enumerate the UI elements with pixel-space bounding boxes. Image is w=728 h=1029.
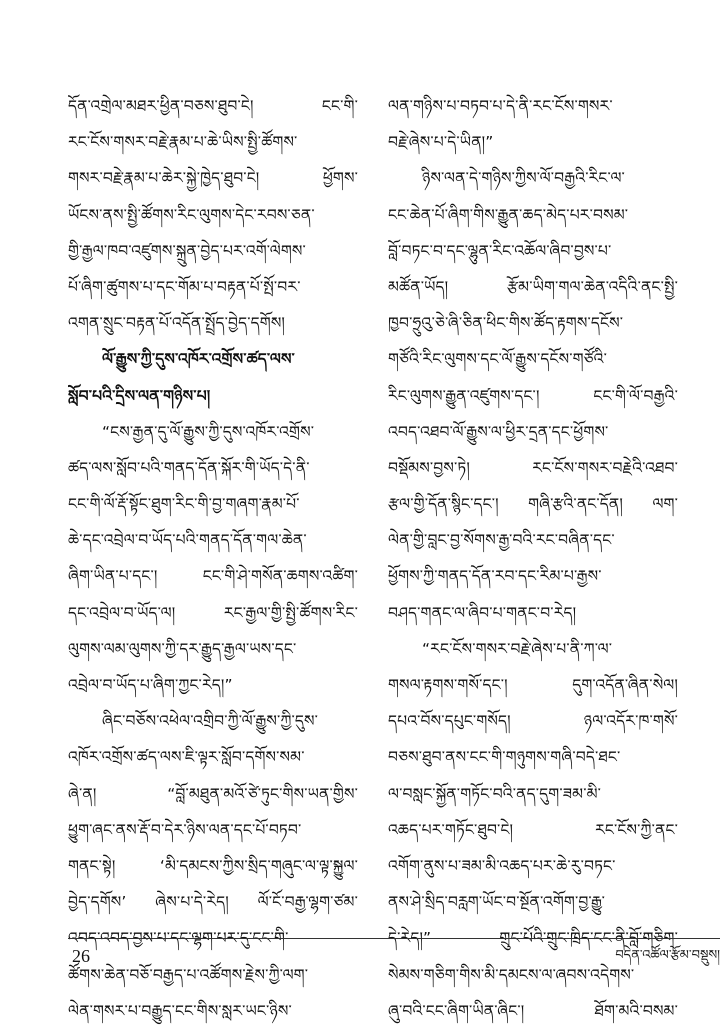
text-line: བློ་བཏང་བ་དང་ལྷུན་རིང་འཆོལ་ཞིབ་བྱས་པ་ [388,241,612,260]
text-line: བཤད་གནང་ལ་ཞིབ་པ་གནང་བ་རེད། [388,603,577,622]
text-line: འགན་སྲུང་བརྟན་པོ་འདོན་སྤྲོད་བྱེད་དགོས། [68,314,286,333]
text-line: དང་འབྲེལ་བ་ཡོད་ལ། རང་རྒྱལ་གྱི་སྤྱི་ཚོགས་རིང་ [68,603,358,622]
text-line: ཚད་ལས་སློབ་པའི་གནད་དོན་སྐོར་གི་ཡོད་དེ་ནི་ [68,458,310,477]
text-line: འགོག་ནུས་པ་ཟམ་མི་འཆད་པར་ཆེ་རུ་བཏང་ [388,856,616,875]
running-footer-title: བདེན་འཚོལ་རྩོམ་བསྡུས། [615,948,720,963]
text-line: འཆད་པར་གཏོང་ཐུབ་ངེ། རང་ངོས་ཀྱི་ནང་ [388,820,678,839]
text-line: རྩལ་གྱི་དོན་སྙིང་དང་། གཞི་རྩའི་ནང་དོན། ལག་ [388,495,678,514]
text-line: ལན་གཉིས་པ་བཏབ་པ་དེ་ནི་རང་ངོས་གསར་ [388,97,613,115]
text-line: འཁོར་འགྲོས་ཚད་ལས་ཇི་ལྟར་སློབ་དགོས་སམ་ [68,748,305,767]
text-line: ཡོངས་ནས་སྤྱི་ཚོགས་རིང་ལུགས་དེང་རབས་ཅན་ [68,205,315,224]
text-line: གསལ་རྟགས་གསོ་དང་། དུག་འདོན་ཞིན་སེལ། [388,676,678,694]
page-number: 26 [72,946,90,966]
text-line: དཔའ་བོས་དཔུང་གསོད། ཉལ་འདོར་ཁ་གསོ་ [388,712,678,731]
text-line: “རང་ངོས་གསར་བརྗེ་ཞེས་པ་ནི་ཀ་ལ་ [422,639,613,658]
text-line: སློབ་པའི་དྲིས་ལན་གཉིས་པ། [68,386,211,405]
text-line: རང་ངོས་གསར་བརྗེ་རྣམ་པ་ཆེ་ཡིས་སྤྱི་ཚོགས་ [68,133,298,152]
text-line: དོན་འགྲེལ་མཐར་ཕྱིན་བཅས་ཐུབ་ངེ། ངང་གི་ [68,97,358,115]
text-line: གྱི་རྒྱལ་ཁབ་འཛུགས་སྐྲུན་བྱེད་པར་འགོ་ལེགས་ [68,241,306,260]
text-line: ལུགས་ལམ་ལུགས་ཀྱི་དར་རྒྱུད་རྒྱལ་ཡས་དང་ [68,639,297,658]
text-line: ཉིས་ལན་དེ་གཉིས་ཀྱིས་ལོ་བརྒྱའི་རིང་ལ་ [422,169,625,188]
text-line: ཁྱབ་ཧྲུའུ་ཅེ་ཞི་ཅིན་ཕིང་གིས་ཚོད་རྟགས་དངོས་ [388,314,624,333]
text-line: ཕྱུག་ཞང་ནས་རྡོ་བ་དེར་ཉིས་ལན་དང་པོ་བཏབ་ [68,820,302,839]
text-line: མཚོན་ཡོད། རྩོམ་ཡིག་གལ་ཆེན་འདིའི་ནང་སྤྱི་ [388,277,678,296]
text-line: བསྡོམས་བྱས་ཏེ། རང་ངོས་གསར་བརྗེའི་འཐབ་ [388,458,678,477]
text-line: བྱེད་དགོས’ ཞེས་པ་དེ་རེད། ལོ་ངོ་བརྒྱ་ལྷག་ཙམ་ [68,893,358,912]
text-line: བཅས་ཐུབ་ནས་ངང་གི་གཉུགས་གཞི་བདེ་ཐང་ [388,748,621,767]
text-line: ལེན་གསར་པ་བརྒྱུད་ངང་གིས་སླར་ཡང་ཉིས་ [68,1001,292,1020]
text-line: འབྲེལ་བ་ཡོད་པ་ཞིག་ཀྱང་རེད།” [68,676,233,694]
text-line: ཞིག་ཡིན་པ་དང་། ངང་གི་ཤེ་གསོན་ཆགས་འཚིག་ [68,567,358,586]
text-line: འབད་འབད་བྱས་པ་དང་ལྷག་པར་དུ་ངང་གི་ [68,929,289,948]
text-line: “ངས་རྒྱན་དུ་ལོ་རྒྱུས་ཀྱི་དུས་འཁོར་འགྲོས་ [102,422,315,441]
text-line: ཞུ་བའི་ངང་ཞིག་ཡིན་ཞིང་། ཐོག་མའི་བསམ་ [388,1001,678,1020]
text-line: ཕྱོགས་ཀྱི་གནད་དོན་རབ་དང་རིམ་པ་རྒྱས་ [388,567,602,586]
text-line: པོ་ཞིག་ཚུགས་པ་དང་གོམ་པ་བརྟན་པོ་སྤོ་བར་ [68,277,301,296]
text-line: ལ་བསླང་སྐྱོན་གཏོང་བའི་ནད་དུག་ཟམ་མི་ [388,784,602,803]
text-line: ཞེ་ན། “བློ་མཐུན་མའོ་ཙེ་ཏུང་གིས་ཡན་གྱིས་ [68,784,358,803]
footer-rule [68,938,720,939]
text-line: སེམས་གཅིག་གིས་མི་དམངས་ལ་ཞབས་འདེགས་ [388,965,635,984]
text-line: ངང་གི་ལོ་རྡོ་སྟོང་ཐུག་རིང་གི་བྱ་གཞག་རྣམ་པོ་ [68,495,300,514]
text-line: ཆེ་དང་འབྲེལ་བ་ཡོད་པའི་གནད་དོན་གལ་ཆེན་ [68,531,307,550]
text-line: ནས་ཤེ་སྲིད་བརླག་ཡོང་བ་སྔོན་འགོག་བྱ་རྒྱུ་ [388,893,606,912]
text-line: དེ་རེད།” གྲུང་པོའི་གྲུང་ཁྲིད་ངང་ནི་བློ་གཅིག་ [388,929,678,948]
text-line: ཚོགས་ཆེན་བཅོ་བརྒྱད་པ་འཚོགས་རྗེས་ཀྱི་ལག་ [68,965,309,984]
text-line: ཞིང་བཅོས་འཕེལ་འགྲིབ་ཀྱི་ལོ་རྒྱུས་ཀྱི་དུས་ [102,712,319,731]
text-line: འབད་འཐབ་ལོ་རྒྱུས་ལ་ཕྱིར་དྲན་དང་ཕྱོགས་ [388,422,609,441]
text-line: གསར་བརྗེ་རྣམ་པ་ཆེར་སྐྱེ་ཁྱེད་ཐུབ་ངེ། ཕྱོགས་ [68,169,358,188]
right-text-column [388,88,678,1029]
text-line: གཙོའི་རིང་ལུགས་དང་ལོ་རྒྱུས་དངོས་གཙོའི་ [388,350,607,369]
text-line: ལེན་གྱི་བླང་བྱ་སོགས་རྒྱ་བའི་རང་བཞིན་དང་ [388,531,615,550]
left-text-column [68,88,358,1029]
text-line: བརྗེ་ཞེས་པ་དེ་ཡིན།” [388,133,494,152]
text-line: རིང་ལུགས་རྒྱུན་འཛུགས་དང་། ངང་གི་ལོ་བརྒྱའི་ [388,386,678,405]
text-line: ངང་ཆེན་པོ་ཞིག་གིས་རྒྱུན་ཆད་མེད་པར་བསམ་ [388,205,629,224]
text-line: གནང་སྟེ། ‘མི་དམངས་ཀྱིས་སྲིད་གཞུང་ལ་ལྟ་སྐྱུལ་ [68,856,358,875]
text-line: ལོ་རྒྱུས་ཀྱི་དུས་འཁོར་འགྲོས་ཚད་ལས་ [102,350,295,369]
